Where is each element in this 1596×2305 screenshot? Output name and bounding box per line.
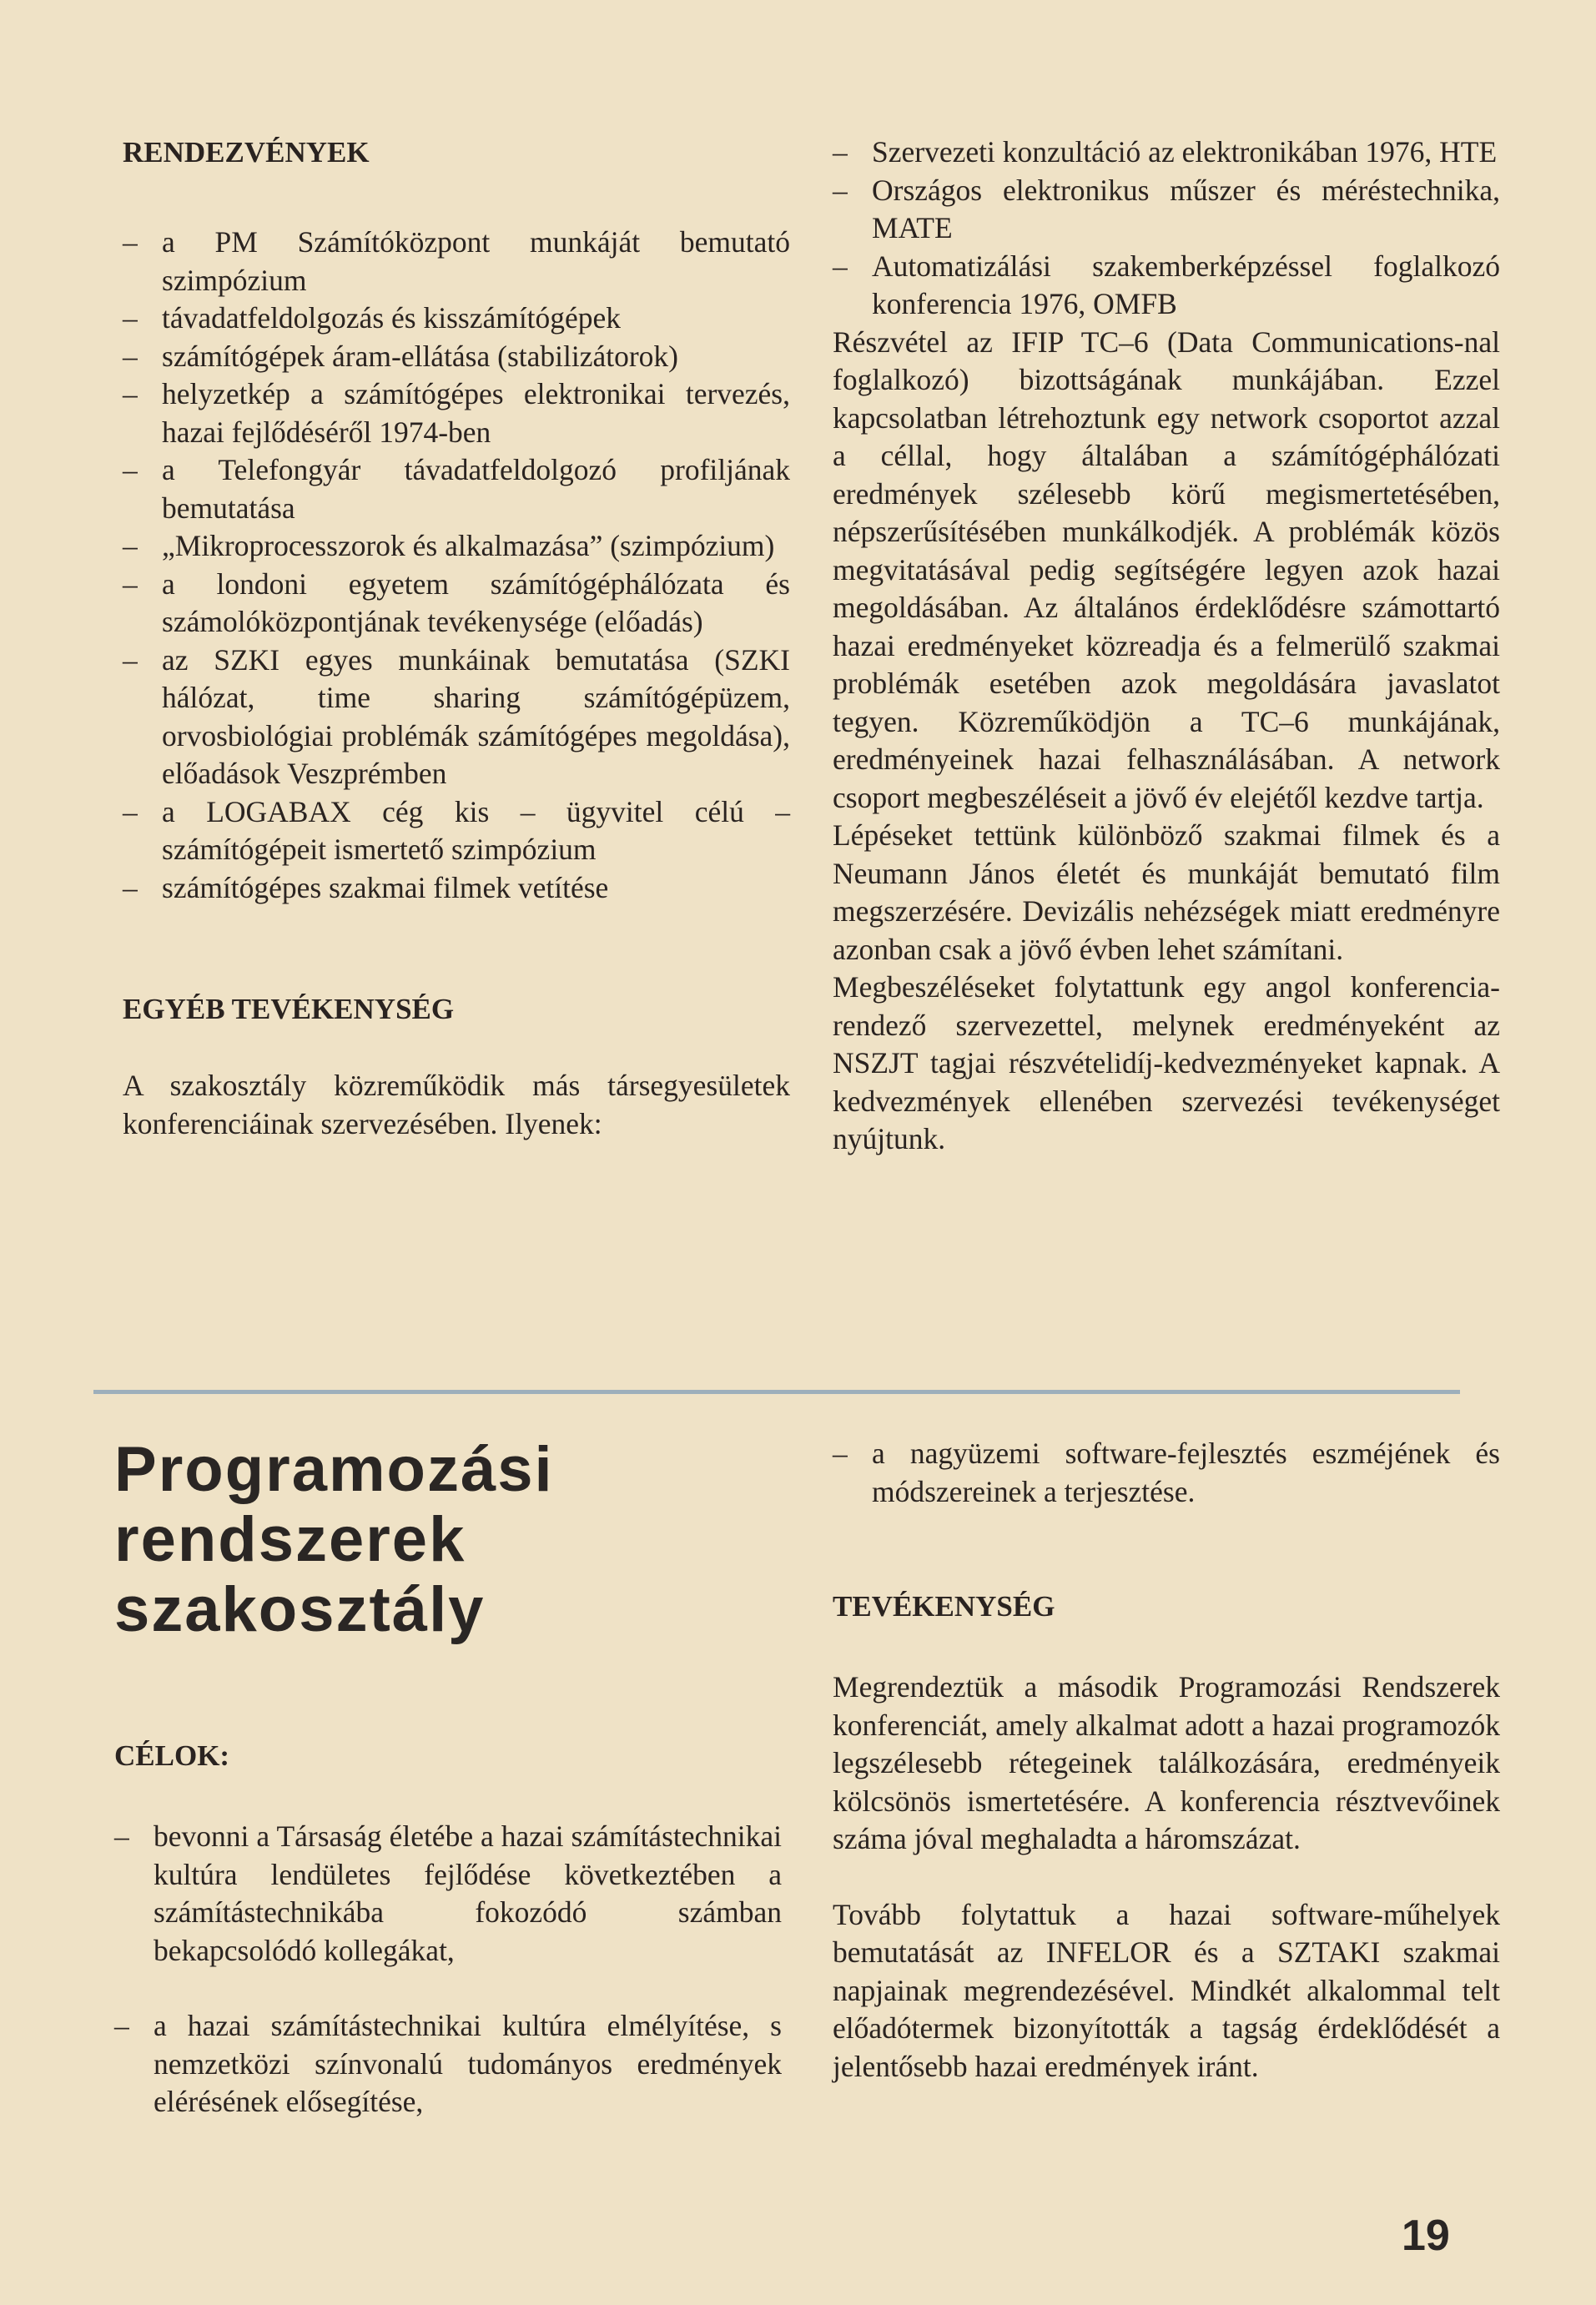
list-item: – „Mikroprocesszorok és alkalmazása” (szimpózium) <box>123 527 790 566</box>
heading-tevekenyseg: TEVÉKENYSÉG <box>833 1590 1055 1623</box>
list-item: – számítógépes szakmai filmek vetítése <box>123 869 790 908</box>
heading-celok: CÉLOK: <box>114 1739 230 1772</box>
heading-egyeb-tevekenyseg: EGYÉB TEVÉKENYSÉG <box>123 993 455 1025</box>
list-item: – a hazai számítástechnikai kultúra elmélyítése, s nemzetközi színvonalú tudományos eredmények elérésének elősegítése, <box>114 2007 782 2121</box>
section-title-line: szakosztály <box>114 1574 486 1645</box>
section-title-line: rendszerek <box>114 1504 466 1575</box>
section-divider <box>93 1390 1460 1394</box>
list-item: – helyzetkép a számítógépes elektronikai tervezés, hazai fejlődéséről 1974-ben <box>123 375 790 451</box>
bottom-right-column <box>833 1435 1500 2086</box>
goals-list <box>114 1818 782 2121</box>
list-item: – az SZKI egyes munkáinak bemutatása (SZKI hálózat, time sharing számítógépüzem, orvosbiológiai problémák számítógépes megoldása), előadások Veszprémben <box>123 642 790 793</box>
section-title-line: Programozási <box>114 1434 554 1505</box>
list-item: – a LOGABAX cég kis – ügyvitel célú – számítógépeit ismertető szimpózium <box>123 793 790 869</box>
list-item: – számítógépek áram-ellátása (stabilizátorok) <box>123 338 790 376</box>
activity-paragraph: Megrendeztük a második Programozási Rendszerek konferenciát, amely alkalmat adott a hazai programozók legszélesebb rétegeinek találkozására, eredményeik kölcsönös ismertetésére. A konferencia résztvevőinek száma jóval meghaladta a háromszázat. <box>833 1670 1500 1855</box>
films-paragraph: Lépéseket tettünk különböző szakmai filmek és a Neumann János életét és munkáját bemutató film megszerzésére. Devizális nehézségek miatt eredményre azonban csak a jövő évben lehet számítani. <box>833 818 1500 966</box>
goals-list-continued <box>833 1435 1500 1511</box>
conference-org-paragraph: Megbeszéléseket folytattunk egy angol konferencia-rendező szervezettel, melynek eredményeként az NSZJT tagjai részvételidíj-kedvezményeket kapnak. A kedvezmények ellenében szervezési tevékenységet nyújtunk. <box>833 970 1500 1155</box>
list-item: – Automatizálási szakemberképzéssel foglalkozó konferencia 1976, OMFB <box>833 248 1500 324</box>
list-item: – a Telefongyár távadatfeldolgozó profiljának bemutatása <box>123 451 790 527</box>
top-right-column <box>833 133 1500 1159</box>
list-item: – távadatfeldolgozás és kisszámítógépek <box>123 299 790 338</box>
events-list <box>123 224 790 907</box>
list-item: – a londoni egyetem számítógéphálózata és számolóközpontjának tevékenysége (előadás) <box>123 566 790 642</box>
ifip-paragraph: Részvétel az IFIP TC–6 (Data Communications-nal foglalkozó) bizottságának munkájában. Ezzel kapcsolatban létrehoztunk egy network csoportot azzal a céllal, hogy általában a számítógéphálózati eredmények szélesebb körű megismertetésében, népszerűsítésében munkálkodjék. A problémák közös megvitatásával pedig segítségére legyen azok hazai megoldásában. Az általános érdeklődésre számottartó hazai eredményeket közreadja és a felmerülő szakmai problémák esetében azok megoldására javaslatot tegyen. Közreműködjön a TC–6 munkájának, eredményeinek hazai felhasználásában. A network csoport megbeszéléseit a jövő év elejétől kezdve tartja. <box>833 325 1500 814</box>
list-item: – a PM Számítóközpont munkáját bemutató szimpózium <box>123 224 790 299</box>
conferences-list <box>833 133 1500 324</box>
list-item: – Országos elektronikus műszer és méréstechnika, MATE <box>833 172 1500 248</box>
top-left-column <box>123 133 790 1143</box>
list-item: – a nagyüzemi software-fejlesztés eszméjének és módszereinek a terjesztése. <box>833 1435 1500 1511</box>
activity-paragraph: Tovább folytattuk a hazai software-műhelyek bemutatását az INFELOR és a SZTAKI szakmai napjainak megrendezésével. Mindkét alkalommal telt előadótermek bizonyították a tagság érdeklődését a jelentősebb hazai eredmények iránt. <box>833 1897 1500 2083</box>
page-number: 19 <box>1402 2212 1450 2260</box>
list-item: – bevonni a Társaság életébe a hazai számítástechnikai kultúra lendületes fejlődése következtében a számítástechnikába fokozódó számban bekapcsolódó kollegákat, <box>114 1818 782 1970</box>
heading-rendezvenyek: RENDEZVÉNYEK <box>123 136 370 169</box>
section-title <box>114 1435 782 1645</box>
bottom-left-column <box>114 1435 782 2121</box>
list-item: – Szervezeti konzultáció az elektronikában 1976, HTE <box>833 133 1500 172</box>
egyeb-paragraph: A szakosztály közreműködik más társegyesületek konferenciáinak szervezésében. Ilyenek: <box>123 1069 790 1140</box>
